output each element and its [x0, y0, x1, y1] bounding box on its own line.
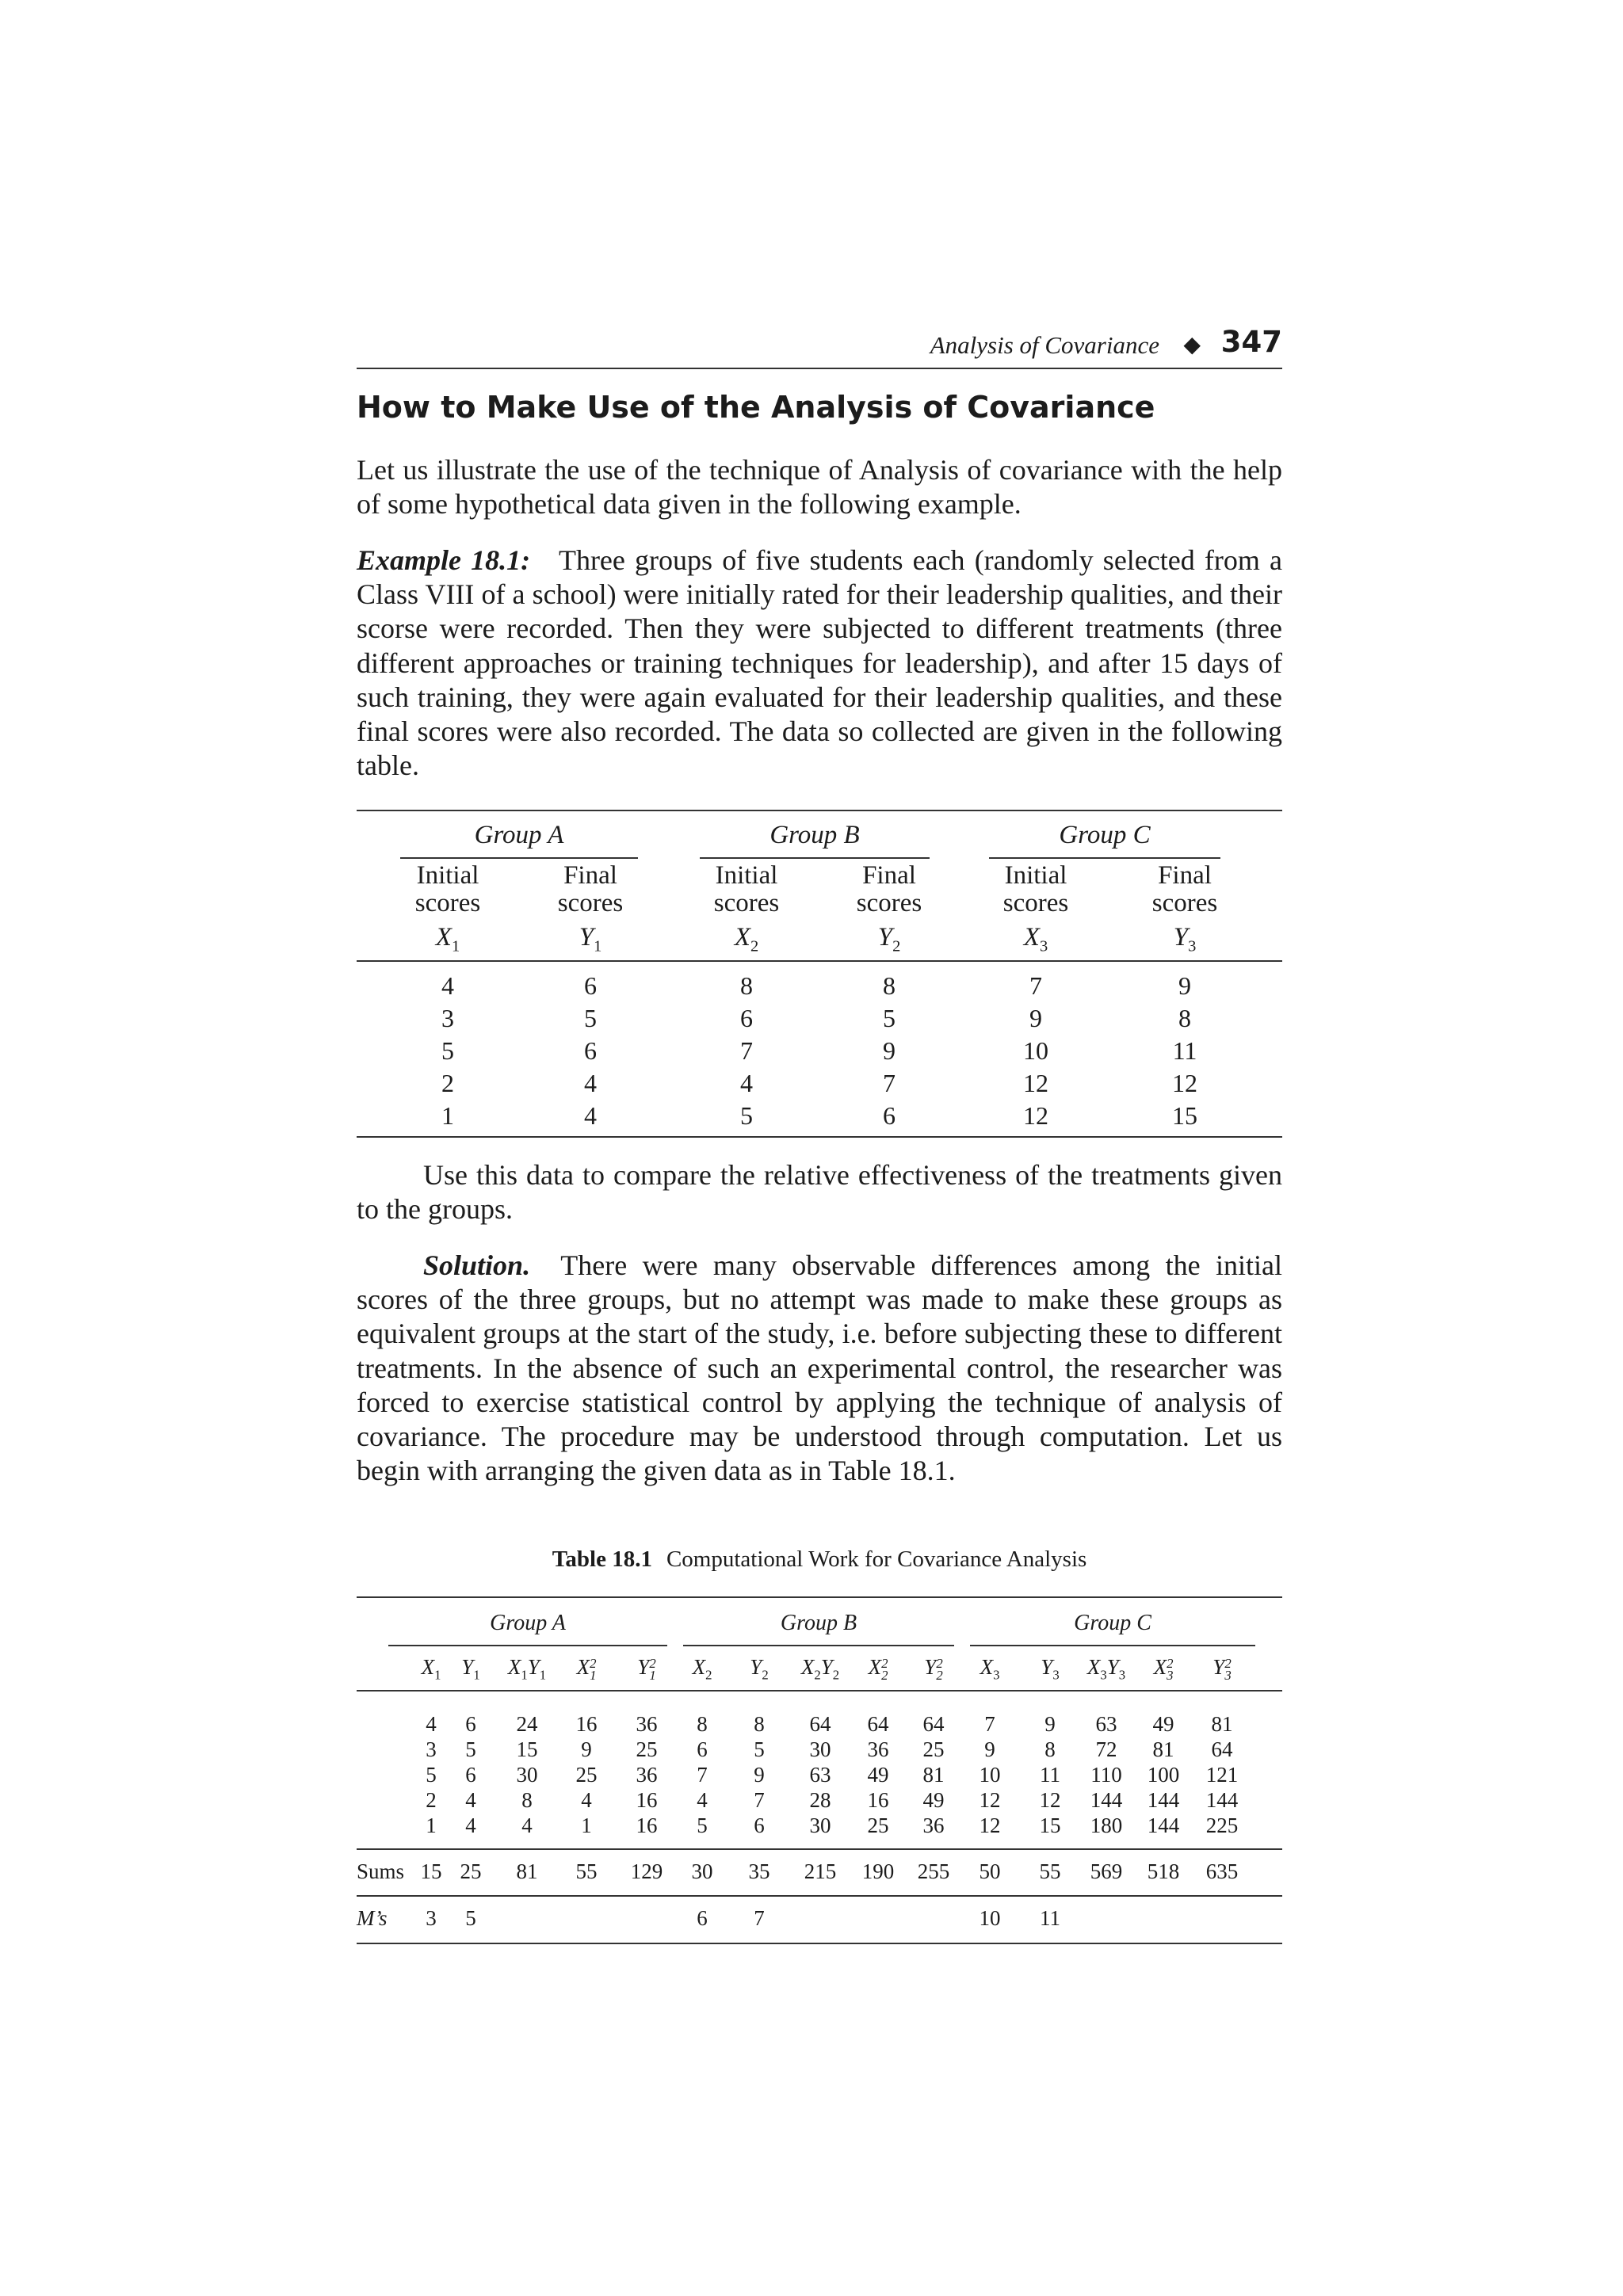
sum-cell: 35 [748, 1859, 770, 1883]
table-cell: 6 [754, 1814, 765, 1837]
table-cell: 6 [740, 1004, 753, 1032]
table-cell: 9 [581, 1737, 592, 1761]
group-header: Group C [1059, 821, 1151, 849]
table-cell: 5 [465, 1737, 476, 1761]
table-cell: 9 [1044, 1712, 1056, 1736]
sum-cell: 25 [460, 1859, 482, 1883]
table-cell: 8 [883, 971, 896, 1000]
table-cell: 9 [1029, 1004, 1042, 1032]
mean-cell: 6 [697, 1906, 708, 1930]
table-cell: 7 [984, 1712, 995, 1736]
table-cell: 6 [697, 1737, 708, 1761]
table-top-rule [357, 1596, 1282, 1598]
table-caption-number: Table 18.1 [552, 1547, 652, 1572]
table-cell: 15 [1039, 1814, 1061, 1837]
table-cell: 12 [1023, 1069, 1048, 1097]
table-cell: 36 [922, 1814, 945, 1837]
table-cell: 5 [426, 1763, 437, 1787]
table-cell: 25 [922, 1737, 945, 1761]
table-cell: 4 [426, 1712, 437, 1736]
group-underline [989, 857, 1220, 859]
group-underline [683, 1645, 954, 1646]
table-cell: 81 [922, 1763, 945, 1787]
sum-cell: 50 [979, 1859, 1001, 1883]
table-cell: 9 [984, 1737, 995, 1761]
table-cell: 5 [883, 1004, 896, 1032]
sum-cell: 635 [1205, 1859, 1239, 1883]
table-cell: 5 [584, 1004, 597, 1032]
table-cell: 5 [740, 1101, 753, 1130]
table-cell: 11 [1040, 1763, 1060, 1787]
table-cell: 2 [426, 1788, 437, 1812]
table-cell: 100 [1147, 1763, 1180, 1787]
group-underline [970, 1645, 1255, 1646]
table-cell: 10 [1023, 1036, 1048, 1065]
column-header: $X_1$ [421, 1655, 441, 1683]
table-cell: 144 [1147, 1814, 1180, 1837]
table-cell: 12 [1023, 1101, 1048, 1130]
column-variable: $X_3$ [1023, 923, 1048, 955]
table-cell: 6 [883, 1101, 896, 1130]
solution-label: Solution. [423, 1249, 531, 1281]
table-bottom-rule [357, 1943, 1282, 1944]
group-underline [388, 1645, 667, 1646]
sums-rule [357, 1848, 1282, 1850]
table-cell: 4 [465, 1788, 476, 1812]
table-cell: 6 [465, 1763, 476, 1787]
table-caption-text: Computational Work for Covariance Analysis [666, 1547, 1087, 1572]
column-header: Final scores [557, 861, 624, 917]
sum-cell: 569 [1090, 1859, 1123, 1883]
sum-cell: 190 [861, 1859, 895, 1883]
table-cell: 8 [521, 1788, 533, 1812]
column-header: X2 2 [868, 1655, 888, 1683]
table-cell: 7 [697, 1763, 708, 1787]
diamond-icon: ◆ [1183, 331, 1201, 357]
table-cell: 4 [584, 1101, 597, 1130]
sum-cell: 15 [420, 1859, 442, 1883]
table-cell: 6 [465, 1712, 476, 1736]
table-cell: 144 [1147, 1788, 1180, 1812]
table-cell: 6 [584, 1036, 597, 1065]
table-cell: 8 [1044, 1737, 1056, 1761]
table-cell: 5 [441, 1036, 454, 1065]
table-cell: 121 [1205, 1763, 1239, 1787]
table-cell: 16 [636, 1788, 658, 1812]
table-cell: 1 [441, 1101, 454, 1130]
table-cell: 4 [465, 1814, 476, 1837]
example-label: Example 18.1: [357, 544, 531, 576]
table-cell: 36 [636, 1712, 658, 1736]
table-cell: 3 [426, 1737, 437, 1761]
group-header: Group B [780, 1611, 857, 1635]
table-cell: 30 [516, 1763, 538, 1787]
table-cell: 12 [979, 1814, 1001, 1837]
page-number: 347 [1220, 325, 1282, 359]
table-cell: 64 [809, 1712, 831, 1736]
table-cell: 24 [516, 1712, 538, 1736]
group-header: Group B [769, 821, 860, 849]
table-cell: 8 [754, 1712, 765, 1736]
sum-cell: 518 [1147, 1859, 1180, 1883]
table-cell: 63 [1095, 1712, 1117, 1736]
section-heading: How to Make Use of the Analysis of Covariance [357, 390, 1155, 425]
table-caption [357, 1547, 1282, 1573]
table-cell: 8 [1178, 1004, 1191, 1032]
table-cell: 30 [809, 1814, 831, 1837]
mean-cell: 7 [754, 1906, 765, 1930]
table-cell: 16 [575, 1712, 598, 1736]
running-title: Analysis of Covariance [930, 331, 1159, 359]
table-cell: 3 [441, 1004, 454, 1032]
table-cell: 2 [441, 1069, 454, 1097]
column-header: Y2 3 [1212, 1655, 1232, 1683]
means-label: M’s [357, 1906, 388, 1930]
table-cell: 10 [979, 1763, 1001, 1787]
table-cell: 12 [1039, 1788, 1061, 1812]
table-cell: 144 [1205, 1788, 1239, 1812]
table-cell: 7 [754, 1788, 765, 1812]
example-text: Three groups of five students each (randomly selected from a Class VIII of a school) were initially rated for their leadership qualities, and their scorse were recorded. Then they were subjected to different treatments (three different approaches or training techniques for leadership), and after 15 days of such training, they were again evaluated for their leadership qualities, and these final scores were also recorded. The data so collected are given in the following table. [357, 544, 1282, 782]
table-cell: 15 [516, 1737, 538, 1761]
column-header: Initial scores [1002, 861, 1069, 917]
table-cell: 4 [581, 1788, 592, 1812]
table-cell: 144 [1090, 1788, 1123, 1812]
column-header: $X_3$ [980, 1655, 1000, 1683]
intro-paragraph: Let us illustrate the use of the technique of Analysis of covariance with the help of some hypothetical data given in the following example. [357, 454, 1282, 521]
group-header: Group C [1074, 1611, 1151, 1635]
table-cell: 64 [867, 1712, 889, 1736]
column-header: $Y_2$ [750, 1655, 769, 1683]
sum-cell: 55 [1039, 1859, 1061, 1883]
table-cell: 180 [1090, 1814, 1123, 1837]
table-cell: 16 [867, 1788, 889, 1812]
column-header: Initial scores [414, 861, 481, 917]
column-header: $X_1Y_1$ [507, 1655, 547, 1683]
mean-cell: 5 [465, 1906, 476, 1930]
table-cell: 4 [584, 1069, 597, 1097]
table-cell: 4 [521, 1814, 533, 1837]
table-cell: 5 [697, 1814, 708, 1837]
table-cell: 9 [883, 1036, 896, 1065]
column-header: $X_2Y_2$ [800, 1655, 840, 1683]
table-cell: 36 [867, 1737, 889, 1761]
table-cell: 110 [1090, 1763, 1122, 1787]
table-top-rule [357, 810, 1282, 811]
table-cell: 49 [1152, 1712, 1174, 1736]
example-paragraph [357, 543, 1282, 783]
column-header: Final scores [1151, 861, 1218, 917]
mean-cell: 11 [1040, 1906, 1060, 1930]
solution-paragraph [357, 1249, 1282, 1488]
table-cell: 28 [809, 1788, 831, 1812]
table-cell: 4 [740, 1069, 753, 1097]
table-cell: 49 [867, 1763, 889, 1787]
table-cell: 1 [581, 1814, 592, 1837]
table-cell: 7 [740, 1036, 753, 1065]
table-cell: 6 [584, 971, 597, 1000]
table-bottom-rule [357, 1136, 1282, 1138]
table-cell: 12 [979, 1788, 1001, 1812]
column-variable: $Y_2$ [877, 923, 901, 955]
column-header: X2 1 [576, 1655, 597, 1683]
column-variable: $Y_1$ [579, 923, 602, 955]
table-cell: 7 [883, 1069, 896, 1097]
column-variable: $X_1$ [435, 923, 460, 955]
solution-text: There were many observable differences among the initial scores of the three groups, but no attempt was made to make these groups as equivalent groups at the start of the study, i.e. before subjecting these to different treatments. In the absence of such an experimental control, the researcher was forced to exercise statistical control by applying the technique of analysis of covariance. The procedure may be understood through computation. Let us begin with arranging the given data as in Table 18.1. [357, 1249, 1283, 1487]
mean-cell: 10 [979, 1906, 1001, 1930]
table-cell: 81 [1152, 1737, 1174, 1761]
sum-cell: 30 [691, 1859, 713, 1883]
table-cell: 16 [636, 1814, 658, 1837]
table-cell: 8 [740, 971, 753, 1000]
table-cell: 9 [754, 1763, 765, 1787]
table-cell: 11 [1172, 1036, 1197, 1065]
sum-cell: 55 [575, 1859, 598, 1883]
column-variable: $X_2$ [734, 923, 759, 955]
table-cell: 1 [426, 1814, 437, 1837]
group-underline [700, 857, 930, 859]
column-header: X2 3 [1153, 1655, 1174, 1683]
sum-cell: 81 [516, 1859, 538, 1883]
column-header: $X_2$ [692, 1655, 712, 1683]
group-header: Group A [490, 1611, 566, 1635]
computation-table [357, 1596, 1282, 1945]
table-cell: 9 [1178, 971, 1191, 1000]
sums-label: Sums [357, 1859, 405, 1883]
column-header: Y2 2 [924, 1655, 943, 1683]
column-variable: $Y_3$ [1173, 923, 1197, 955]
table-header-rule [357, 1690, 1282, 1691]
mean-cell: 3 [426, 1906, 437, 1930]
table-cell: 49 [922, 1788, 945, 1812]
group-header: Group A [474, 821, 564, 849]
table-cell: 72 [1095, 1737, 1117, 1761]
column-header: Y2 1 [637, 1655, 656, 1683]
table-cell: 4 [441, 971, 454, 1000]
column-header: Final scores [856, 861, 922, 917]
table-cell: 36 [636, 1763, 658, 1787]
scores-table [357, 810, 1282, 1138]
table-cell: 64 [922, 1712, 945, 1736]
table-cell: 7 [1029, 971, 1042, 1000]
means-rule [357, 1895, 1282, 1897]
column-header: $Y_3$ [1041, 1655, 1060, 1683]
table-cell: 8 [697, 1712, 708, 1736]
running-header [357, 325, 1282, 369]
table-cell: 12 [1172, 1069, 1197, 1097]
group-underline [400, 857, 638, 859]
table-cell: 63 [809, 1763, 831, 1787]
sum-cell: 129 [630, 1859, 663, 1883]
column-header: Initial scores [713, 861, 780, 917]
sum-cell: 215 [804, 1859, 837, 1883]
table-cell: 15 [1172, 1101, 1197, 1130]
table-cell: 4 [697, 1788, 708, 1812]
table-cell: 25 [575, 1763, 598, 1787]
table-cell: 225 [1205, 1814, 1239, 1837]
sum-cell: 255 [917, 1859, 950, 1883]
table-cell: 5 [754, 1737, 765, 1761]
column-header: $Y_1$ [461, 1655, 480, 1683]
column-header: $X_3Y_3$ [1086, 1655, 1126, 1683]
use-data-paragraph: Use this data to compare the relative effectiveness of the treatments given to the groups. [357, 1159, 1282, 1226]
table-cell: 81 [1211, 1712, 1233, 1736]
table-cell: 25 [636, 1737, 658, 1761]
table-cell: 30 [809, 1737, 831, 1761]
table-cell: 25 [867, 1814, 889, 1837]
table-cell: 64 [1211, 1737, 1233, 1761]
